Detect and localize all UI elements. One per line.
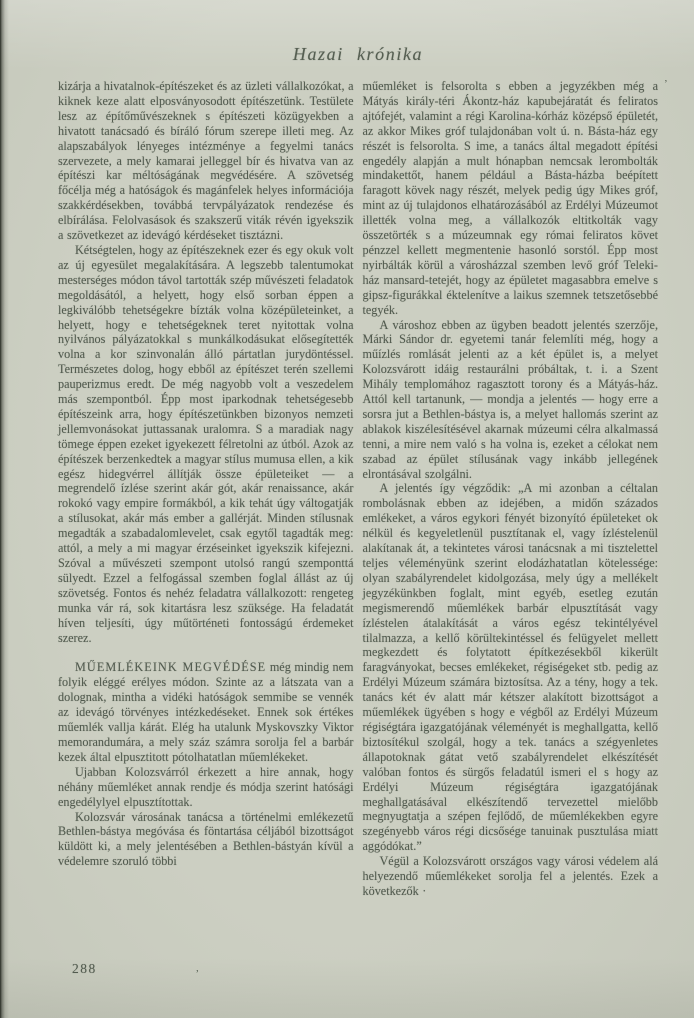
section-heading: MŰEMLÉKEINK MEGVÉDÉSE [75, 660, 267, 675]
right-column [363, 79, 659, 899]
paragraph: kizárja a hivatalnok-építészeket és az üzleti vállalkozókat, a kiknek keze alatt elposványosodott építészetünk. Testülete lesz az építőművészeknek s építészeti közügyekben a hivatott tanácsadó és bíráló fórum szerepe illeti meg. Az alapszabályok lényeges intézménye a fegyelmi tanács szervezete, a mely kamarai jelleggel bír és hivatva van az építészi kar méltóságának megvédésére. A szövetség főcélja még a hatóságok és magánfelek helyes információja szakkérdésekben, továbbá tervpályázatok rendezése és elbírálása. Felolvasások és szakszerű viták révén igyekszik a szövetkezet az idevágó kérdéseket tisztázni. [58, 79, 354, 243]
paragraph: A városhoz ebben az ügyben beadott jelentés szerzője, Márki Sándor dr. egyetemi tanár felemlíti még, hogy a műízlés romlását jelenti az a két épület is, a melyet Kolozsvárott idáig restaurálni próbáltak, t. i. a Szent Mihály templomához ragasztott torony és a Mátyás-ház. Attól kell tartanunk, — mondja a jelentés — hogy erre a sorsra jut a Bethlen-bástya is, a melyet hallomás szerint az ablakok kiszélesítésével akarnak múzeumi célra alkalmassá tenni, a mire nem való s ha volna is, ezeket a célokat nem szabad az épület stílusának vagy inkább jellegének elrontásával szolgálni. [362, 317, 658, 481]
paragraph: műemléket is felsorolta s ebben a jegyzékben még a Mátyás király-téri Ákontz-ház kapubejáratát és feliratos ajtófejét, valamint a régi Karolina-kórház középső épületét, az akkor Mikes gróf tulajdonában volt ú. n. Básta-ház egy részét is felsorolta. S ime, a tanács által megadott építési engedély alapján a mult hónapban nemcsak lerombolták mindakettőt, hanem például a Básta-házba beépített faragott kövek nagy részét, melyek pedig úgy Mikes gróf, mint az új tulajdonos elhatározásából az Erdélyi Múzeumot illették volna meg, a vállalkozók eltitkolták vagy összetörték s a múzeumnak egy római feliratos követ pénzzel kellett megmentenie hasonló sorstól. Épp most nyirbálták körül a városházzal szemben levő gróf Teleki-ház mansard-tetejét, hogy az épületet magasabbra emelve s gipsz-figurákkal éktelenítve a laikus szemnek tetszetősebbé tegyék. [362, 79, 658, 317]
paragraph: Kolozsvár városának tanácsa a történelmi emlékezetű Bethlen-bástya megóvása és föntartása céljából bizottságot küldött ki, a mely jelentésében a Bethlen-bástyán kívül a védelemre szoruló többi [58, 809, 354, 869]
text-columns [58, 79, 658, 899]
section-paragraph: MŰEMLÉKEINK MEGVÉDÉSE még mindig nem folyik eléggé erélyes módon. Szinte az a látszata van a dolognak, mintha a vidéki hatóságok semmibe se vennék az idevágó törvényes intézkedéseket. Ennek sok értékes műemlék vallja kárát. Elég ha utalunk Myskovszky Viktor memorandumára, a mely száz számra sorolja fel a barbár kezek által elpusztitott pótolhatatlan műemlékeket. [58, 660, 354, 764]
paragraph: A jelentés így végződik: „A mi azonban a céltalan rombolásnak ebben az idejében, a midőn százados emlékeket, a város egykori fényét bizonyító épületeket ok nélkül és kegyeletlenül pusztítanak el, vagy ízléstelenül alakítanak át, a tekintetes városi tanácsnak a mi tisztelettel teljes véleményünk szerint elodázhatatlan kötelessége: olyan szabályrendelet kidolgozása, mely úgy a mellékelt jegyzékünkben foglalt, mint egyéb, esetleg ezután megismerendő műemlékek barbár elpusztítását vagy ízléstelen átalakítását a város egész tekintélyével tilalmazza, a kellő körültekintéssel és felügyelet mellett megkezdett és folytatott építkezésekből kikerült faragványokat, becses emlékeket, régiségeket stb. pedig az Erdélyi Múzeum számára biztosítsa. Az a tény, hogy a tek. tanács két év alatt már kétszer alakított bizottságot a műemlékek ügyében s hogy e végből az Erdélyi Múzeum régiségtára igazgatójának véleményét is meghallgatta, kellő biztosítékul szolgál, hogy a tek. tanács a szégyenletes állapotoknak gátat vető szabályrendelet elkészítését valóban fontos és sürgős feladatúl ismeri el s hogy az Erdélyi Múzeum régiségtára igazgatójának meghallgatásával elkészítendő tervezettel mielőbb megnyugtatja a szépen fejlődő, de műemlékekben egyre szegényebb város régi dicsősége tanuinak pusztulása miatt aggódókat.” [362, 481, 658, 854]
page-number: 288 [72, 961, 97, 976]
paragraph: Ujabban Kolozsvárról érkezett a hire annak, hogy néhány műemléket annak rendje és módja szerint hatósági engedélylyel elpusztítottak. [58, 764, 354, 809]
ink-speck: ’ [664, 78, 668, 90]
paragraph: Kétségtelen, hogy az építészeknek ezer és egy okuk volt az új egyesület megalakítására. A legszebb talentumokat mesterséges módon távol tartották szép művészeti feladatok megoldásától, a helyett, hogy első sorban éppen a legkiválóbb tehetségekre bízták volna középületeinket, a helyett, hogy e tehetségeknek teret nyitottak volna nyilvános pályázatokkal s munkálkodásukat elősegítették volna a kor szinvonalán álló pártatlan jurydöntéssel. Természetes dolog, hogy ebből az építészet terén szellemi pauperizmus eredt. De még nagyobb volt a veszedelem más szempontból. Épp most iparkodnak tehetségesebb építészeink arra, hogy építészetünkben bizonyos nemzeti jellemvonásokat juttassanak uralomra. S a maradiak nagy tömege éppen ezeket igyekezett félretolni az útból. Azok az építészek berzenkedtek a magyar stílus mumusa ellen, a kik egész hidegvérrel állítják össze épületeiket — a megrendelő ízlése szerint akár gót, akár renaissance, akár rokokó vagy empire formákból, a kik tehát úgy váltogatják a stílusokat, akár más ember a gallérját. Minden stílusnak megadták a szabadalomlevelet, csak egytől tagadták meg: attól, a mely a mi magyar érzéseinket igyekszik kifejezni. Szóval a művészeti szempont utolsó rangú szemponttá sülyedt. Ezzel a felfogással szemben foglal állást az új szövetség. Fontos és nehéz feladatra vállalkozott: rengeteg munka vár rá, sok kitartásra lesz szüksége. Ha feladatát híven teljesíti, úgy műtörténeti fontosságú érdemeket szerez. [58, 242, 354, 645]
paragraph: Végül a Kolozsvárott országos vagy városi védelem alá helyezendő műemlékeket sorolja fel a jelentés. Ezek a következők · [362, 854, 658, 898]
page-header: Hazai krónika [292, 44, 424, 64]
ink-speck: , [196, 962, 199, 974]
left-column [58, 79, 354, 899]
